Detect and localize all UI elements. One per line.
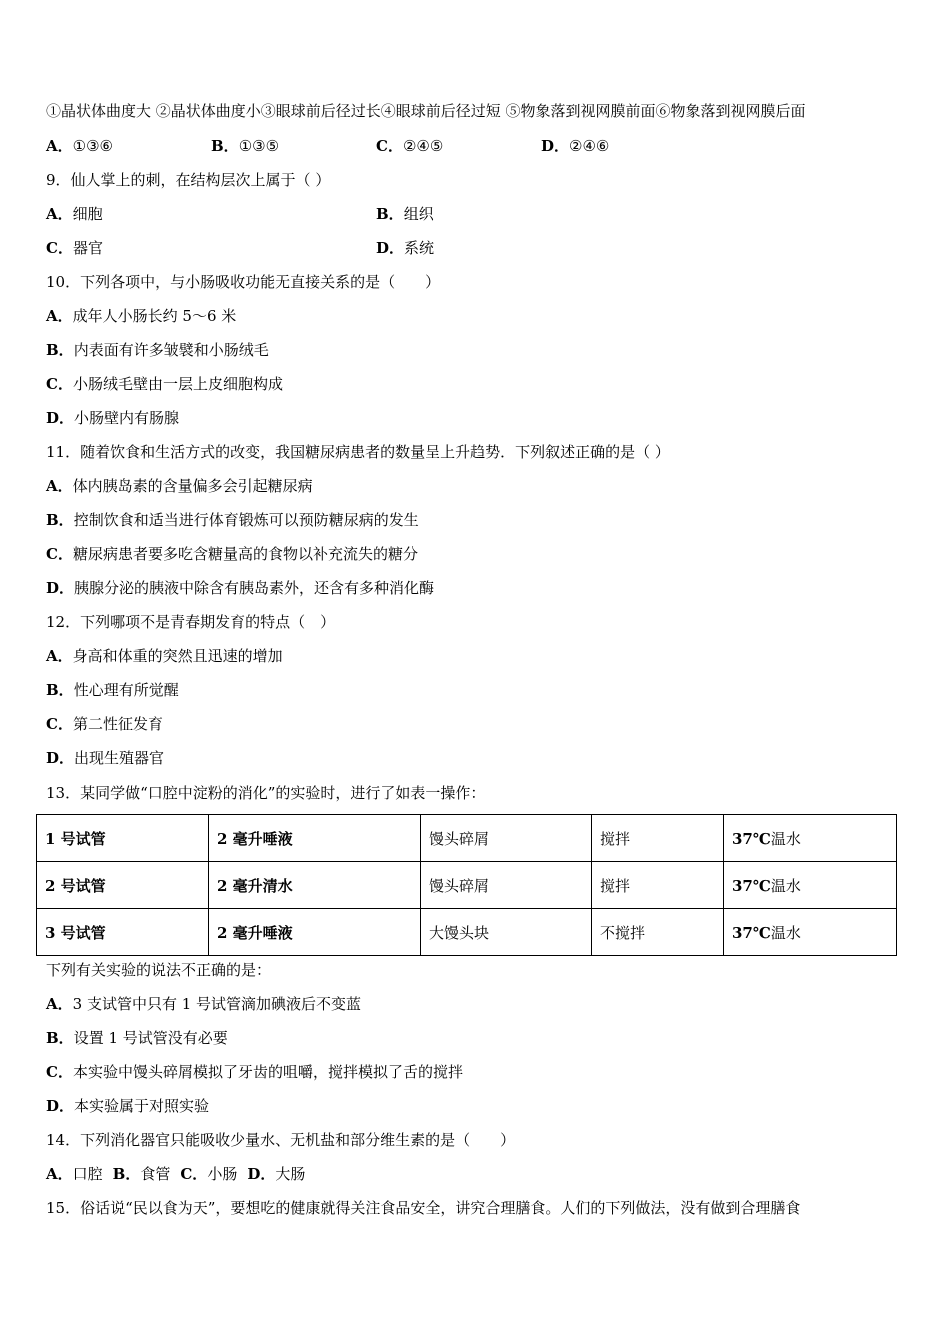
q11-option-d[interactable]: D．胰腺分泌的胰液中除含有胰岛素外，还含有多种消化酶 — [46, 579, 435, 597]
q13-stem: 13．某同学做“口腔中淀粉的消化”的实验时，进行了如表一操作： — [46, 784, 486, 802]
q12-option-d[interactable]: D．出现生殖器官 — [46, 749, 165, 767]
q8-option-d[interactable]: D．②④⑥ — [541, 137, 610, 155]
table-cell: 37℃温水 — [724, 909, 897, 956]
q14-option-a[interactable]: A．口腔 — [46, 1165, 103, 1183]
q9-stem: 9．仙人掌上的刺，在结构层次上属于（ ） — [46, 171, 331, 189]
table-cell: 2 毫升唾液 — [209, 815, 421, 862]
table-cell: 2 毫升清水 — [209, 862, 421, 909]
table-row — [37, 862, 897, 909]
q14-stem: 14．下列消化器官只能吸收少量水、无机盐和部分维生素的是（ ） — [46, 1131, 516, 1149]
q8-options — [46, 136, 910, 156]
q9-option-a[interactable]: A．细胞 — [46, 205, 103, 223]
experiment-table — [36, 814, 897, 956]
q10-option-b[interactable]: B．内表面有许多皱襞和小肠绒毛 — [46, 341, 269, 359]
q8-option-c[interactable]: C．②④⑤ — [376, 137, 444, 155]
q13-option-a[interactable]: A．3 支试管中只有 1 号试管滴加碘液后不变蓝 — [46, 995, 362, 1013]
q10-option-c[interactable]: C．小肠绒毛壁由一层上皮细胞构成 — [46, 375, 283, 393]
q10-option-a[interactable]: A．成年人小肠长约 5～6 米 — [46, 307, 237, 325]
q9-option-d[interactable]: D．系统 — [376, 239, 435, 257]
q12-stem: 12．下列哪项不是青春期发育的特点（ ） — [46, 613, 336, 631]
table-cell: 大馒头块 — [421, 909, 592, 956]
q11-option-b[interactable]: B．控制饮食和适当进行体育锻炼可以预防糖尿病的发生 — [46, 511, 419, 529]
table-cell: 不搅拌 — [592, 909, 724, 956]
q13-prompt: 下列有关实验的说法不正确的是： — [46, 961, 272, 979]
q11-stem: 11．随着饮食和生活方式的改变，我国糖尿病患者的数量呈上升趋势．下列叙述正确的是（ ） — [46, 443, 670, 461]
q14-option-d[interactable]: D．大肠 — [247, 1165, 306, 1183]
q13-option-c[interactable]: C．本实验中馒头碎屑模拟了牙齿的咀嚼，搅拌模拟了舌的搅拌 — [46, 1063, 463, 1081]
q9-option-c[interactable]: C．器官 — [46, 239, 103, 257]
table-cell: 馒头碎屑 — [421, 862, 592, 909]
q12-option-c[interactable]: C．第二性征发育 — [46, 715, 163, 733]
table-cell: 2 毫升唾液 — [209, 909, 421, 956]
q12-option-a[interactable]: A．身高和体重的突然且迅速的增加 — [46, 647, 283, 665]
q8-option-a[interactable]: A．①③⑥ — [46, 137, 113, 155]
table-cell: 3 号试管 — [37, 909, 209, 956]
q9-option-b[interactable]: B．组织 — [376, 205, 434, 223]
table-cell: 搅拌 — [592, 862, 724, 909]
table-cell: 2 号试管 — [37, 862, 209, 909]
table-cell: 37℃温水 — [724, 862, 897, 909]
q13-option-b[interactable]: B．设置 1 号试管没有必要 — [46, 1029, 228, 1047]
table-cell: 1 号试管 — [37, 815, 209, 862]
q14-option-b[interactable]: B．食管 — [112, 1165, 171, 1183]
q10-option-d[interactable]: D．小肠壁内有肠腺 — [46, 409, 180, 427]
table-row — [37, 815, 897, 862]
q9-options-row-2 — [46, 238, 910, 258]
q11-option-a[interactable]: A．体内胰岛素的含量偏多会引起糖尿病 — [46, 477, 313, 495]
table-cell: 搅拌 — [592, 815, 724, 862]
q9-options-row-1 — [46, 204, 910, 224]
q11-option-c[interactable]: C．糖尿病患者要多吃含糖量高的食物以补充流失的糖分 — [46, 545, 418, 563]
q8-stem: ①晶状体曲度大 ②晶状体曲度小③眼球前后径过长④眼球前后径过短 ⑤物象落到视网膜前面⑥物象落到视网膜后面 — [46, 102, 806, 120]
q10-stem: 10．下列各项中，与小肠吸收功能无直接关系的是（ ） — [46, 273, 441, 291]
q13-option-d[interactable]: D．本实验属于对照实验 — [46, 1097, 210, 1115]
q12-option-b[interactable]: B．性心理有所觉醒 — [46, 681, 179, 699]
table-row — [37, 909, 897, 956]
table-cell: 37℃温水 — [724, 815, 897, 862]
q8-option-b[interactable]: B．①③⑤ — [211, 137, 280, 155]
table-cell: 馒头碎屑 — [421, 815, 592, 862]
q14-option-c[interactable]: C．小肠 — [180, 1165, 238, 1183]
q14-options — [46, 1164, 910, 1184]
q15-stem: 15．俗话说“民以食为天”，要想吃的健康就得关注食品安全，讲究合理膳食。人们的下列做法，没有做到合理膳食 — [46, 1199, 801, 1217]
